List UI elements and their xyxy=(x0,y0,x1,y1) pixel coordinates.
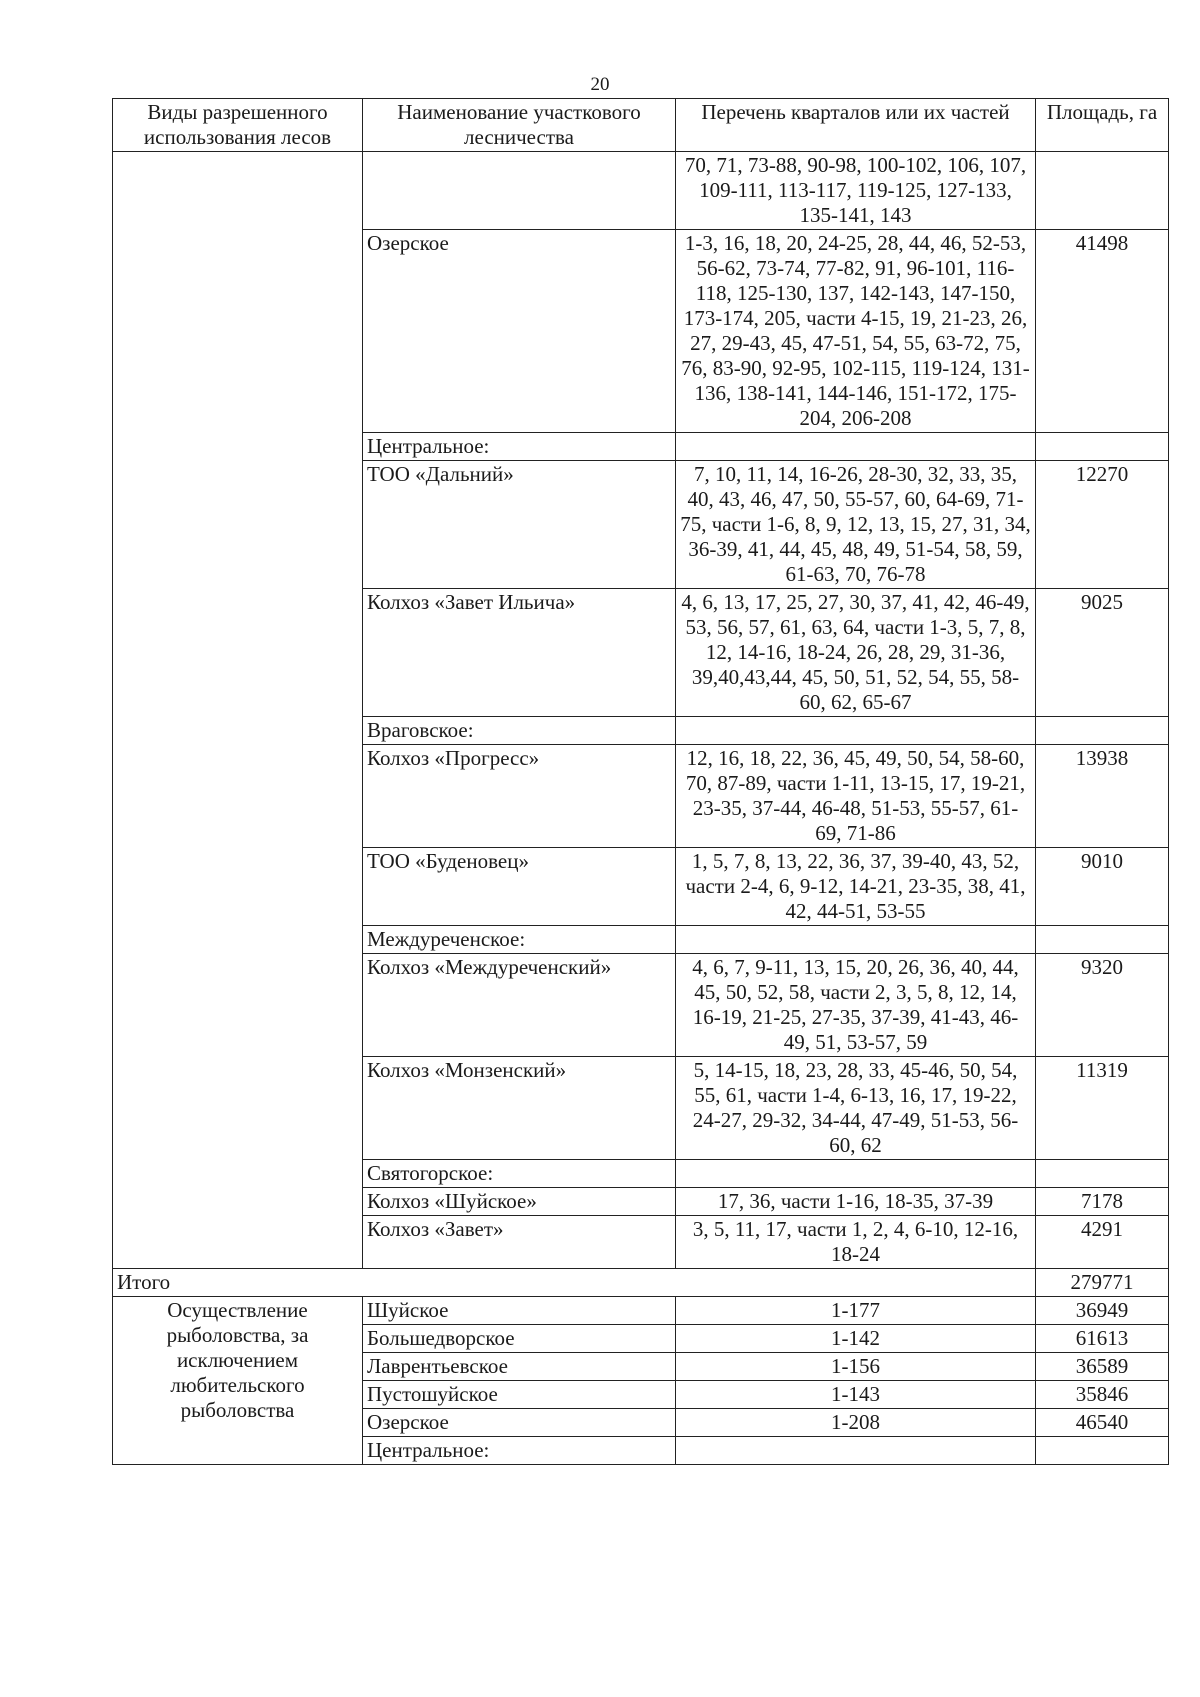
forestry-name-cell: Колхоз «Завет Ильича» xyxy=(363,589,676,717)
quarters-cell: 1-142 xyxy=(676,1325,1036,1353)
quarters-cell: 5, 14-15, 18, 23, 28, 33, 45-46, 50, 54, 55, 61, части 1-4, 6-13, 16, 17, 19-22, 24-27, 29-32, 34-44, 47-49, 51-53, 56-60, 62 xyxy=(676,1057,1036,1160)
forestry-name-cell: Междуреченское: xyxy=(363,926,676,954)
area-cell xyxy=(1036,926,1169,954)
total-label: Итого xyxy=(113,1269,1036,1297)
header-area: Площадь, га xyxy=(1036,99,1169,152)
area-cell: 46540 xyxy=(1036,1409,1169,1437)
forestry-name-cell: Озерское xyxy=(363,1409,676,1437)
area-cell: 12270 xyxy=(1036,461,1169,589)
use-type-fishing: Осуществление рыболовства, за исключением любительского рыболовства xyxy=(113,1297,363,1465)
forestry-name-cell: Озерское xyxy=(363,230,676,433)
forestry-name-cell: Колхоз «Монзенский» xyxy=(363,1057,676,1160)
table-row xyxy=(113,152,1169,230)
forestry-name-cell: ТОО «Буденовец» xyxy=(363,848,676,926)
area-cell: 41498 xyxy=(1036,230,1169,433)
area-cell: 9025 xyxy=(1036,589,1169,717)
quarters-cell xyxy=(676,433,1036,461)
table-body xyxy=(113,152,1169,1465)
area-cell: 61613 xyxy=(1036,1325,1169,1353)
quarters-cell: 4, 6, 7, 9-11, 13, 15, 20, 26, 36, 40, 44, 45, 50, 52, 58, части 2, 3, 5, 8, 12, 14, 16-19, 21-25, 27-35, 37-39, 41-43, 46-49, 51, 53-57, 59 xyxy=(676,954,1036,1057)
table-row xyxy=(113,1297,1169,1325)
forestry-name-cell: Большедворское xyxy=(363,1325,676,1353)
area-cell: 36949 xyxy=(1036,1297,1169,1325)
quarters-cell: 17, 36, части 1-16, 18-35, 37-39 xyxy=(676,1188,1036,1216)
forestry-name-cell: Центральное: xyxy=(363,433,676,461)
quarters-cell: 7, 10, 11, 14, 16-26, 28-30, 32, 33, 35, 40, 43, 46, 47, 50, 55-57, 60, 64-69, 71-75, части 1-6, 8, 9, 12, 13, 15, 27, 31, 34, 36-39, 41, 44, 45, 48, 49, 51-54, 58, 59, 61-63, 70, 76-78 xyxy=(676,461,1036,589)
forestry-name-cell: Враговское: xyxy=(363,717,676,745)
forestry-name-cell: Лаврентьевское xyxy=(363,1353,676,1381)
quarters-cell: 4, 6, 13, 17, 25, 27, 30, 37, 41, 42, 46-49, 53, 56, 57, 61, 63, 64, части 1-3, 5, 7, 8, 12, 14-16, 18-24, 26, 28, 29, 31-36, 39,40,43,44, 45, 50, 51, 52, 54, 55, 58-60, 62, 65-67 xyxy=(676,589,1036,717)
quarters-cell xyxy=(676,926,1036,954)
quarters-cell: 1-143 xyxy=(676,1381,1036,1409)
area-cell xyxy=(1036,433,1169,461)
forestry-name-cell: Колхоз «Прогресс» xyxy=(363,745,676,848)
forestry-name-cell: Пустошуйское xyxy=(363,1381,676,1409)
forestry-name-cell xyxy=(363,152,676,230)
forestry-name-cell: Колхоз «Междуреченский» xyxy=(363,954,676,1057)
forest-use-table xyxy=(112,98,1169,1465)
page-number: 20 xyxy=(590,74,610,95)
area-cell xyxy=(1036,1160,1169,1188)
quarters-cell: 1-177 xyxy=(676,1297,1036,1325)
forestry-name-cell: Шуйское xyxy=(363,1297,676,1325)
area-cell xyxy=(1036,1437,1169,1465)
quarters-cell xyxy=(676,1160,1036,1188)
quarters-cell: 1-156 xyxy=(676,1353,1036,1381)
area-cell: 11319 xyxy=(1036,1057,1169,1160)
quarters-cell: 1-208 xyxy=(676,1409,1036,1437)
forestry-name-cell: Колхоз «Шуйское» xyxy=(363,1188,676,1216)
quarters-cell: 1-3, 16, 18, 20, 24-25, 28, 44, 46, 52-53, 56-62, 73-74, 77-82, 91, 96-101, 116-118, 125-130, 137, 142-143, 147-150, 173-174, 205, части 4-15, 19, 21-23, 26, 27, 29-43, 45, 47-51, 54, 55, 63-72, 75, 76, 83-90, 92-95, 102-115, 119-124, 131-136, 138-141, 144-146, 151-172, 175-204, 206-208 xyxy=(676,230,1036,433)
area-cell: 9010 xyxy=(1036,848,1169,926)
quarters-cell: 3, 5, 11, 17, части 1, 2, 4, 6-10, 12-16, 18-24 xyxy=(676,1216,1036,1269)
header-row xyxy=(113,99,1169,152)
quarters-cell: 12, 16, 18, 22, 36, 45, 49, 50, 54, 58-60, 70, 87-89, части 1-11, 13-15, 17, 19-21, 23-35, 37-44, 46-48, 51-53, 55-57, 61-69, 71-86 xyxy=(676,745,1036,848)
quarters-cell: 1, 5, 7, 8, 13, 22, 36, 37, 39-40, 43, 52, части 2-4, 6, 9-12, 14-21, 23-35, 38, 41, 42, 44-51, 53-55 xyxy=(676,848,1036,926)
forestry-name-cell: Святогорское: xyxy=(363,1160,676,1188)
area-cell xyxy=(1036,152,1169,230)
header-use-type: Виды разрешенного использования лесов xyxy=(113,99,363,152)
forestry-name-cell: Центральное: xyxy=(363,1437,676,1465)
quarters-cell xyxy=(676,1437,1036,1465)
area-cell: 36589 xyxy=(1036,1353,1169,1381)
forestry-name-cell: Колхоз «Завет» xyxy=(363,1216,676,1269)
header-forestry-name: Наименование участкового лесничества xyxy=(363,99,676,152)
area-cell: 7178 xyxy=(1036,1188,1169,1216)
quarters-cell: 70, 71, 73-88, 90-98, 100-102, 106, 107, 109-111, 113-117, 119-125, 127-133, 135-141, 143 xyxy=(676,152,1036,230)
header-quarters: Перечень кварталов или их частей xyxy=(676,99,1036,152)
forestry-name-cell: ТОО «Дальний» xyxy=(363,461,676,589)
area-cell: 35846 xyxy=(1036,1381,1169,1409)
area-cell: 4291 xyxy=(1036,1216,1169,1269)
total-value: 279771 xyxy=(1036,1269,1169,1297)
quarters-cell xyxy=(676,717,1036,745)
area-cell: 13938 xyxy=(1036,745,1169,848)
area-cell: 9320 xyxy=(1036,954,1169,1057)
area-cell xyxy=(1036,717,1169,745)
use-type-cell-empty xyxy=(113,152,363,1269)
total-row xyxy=(113,1269,1169,1297)
